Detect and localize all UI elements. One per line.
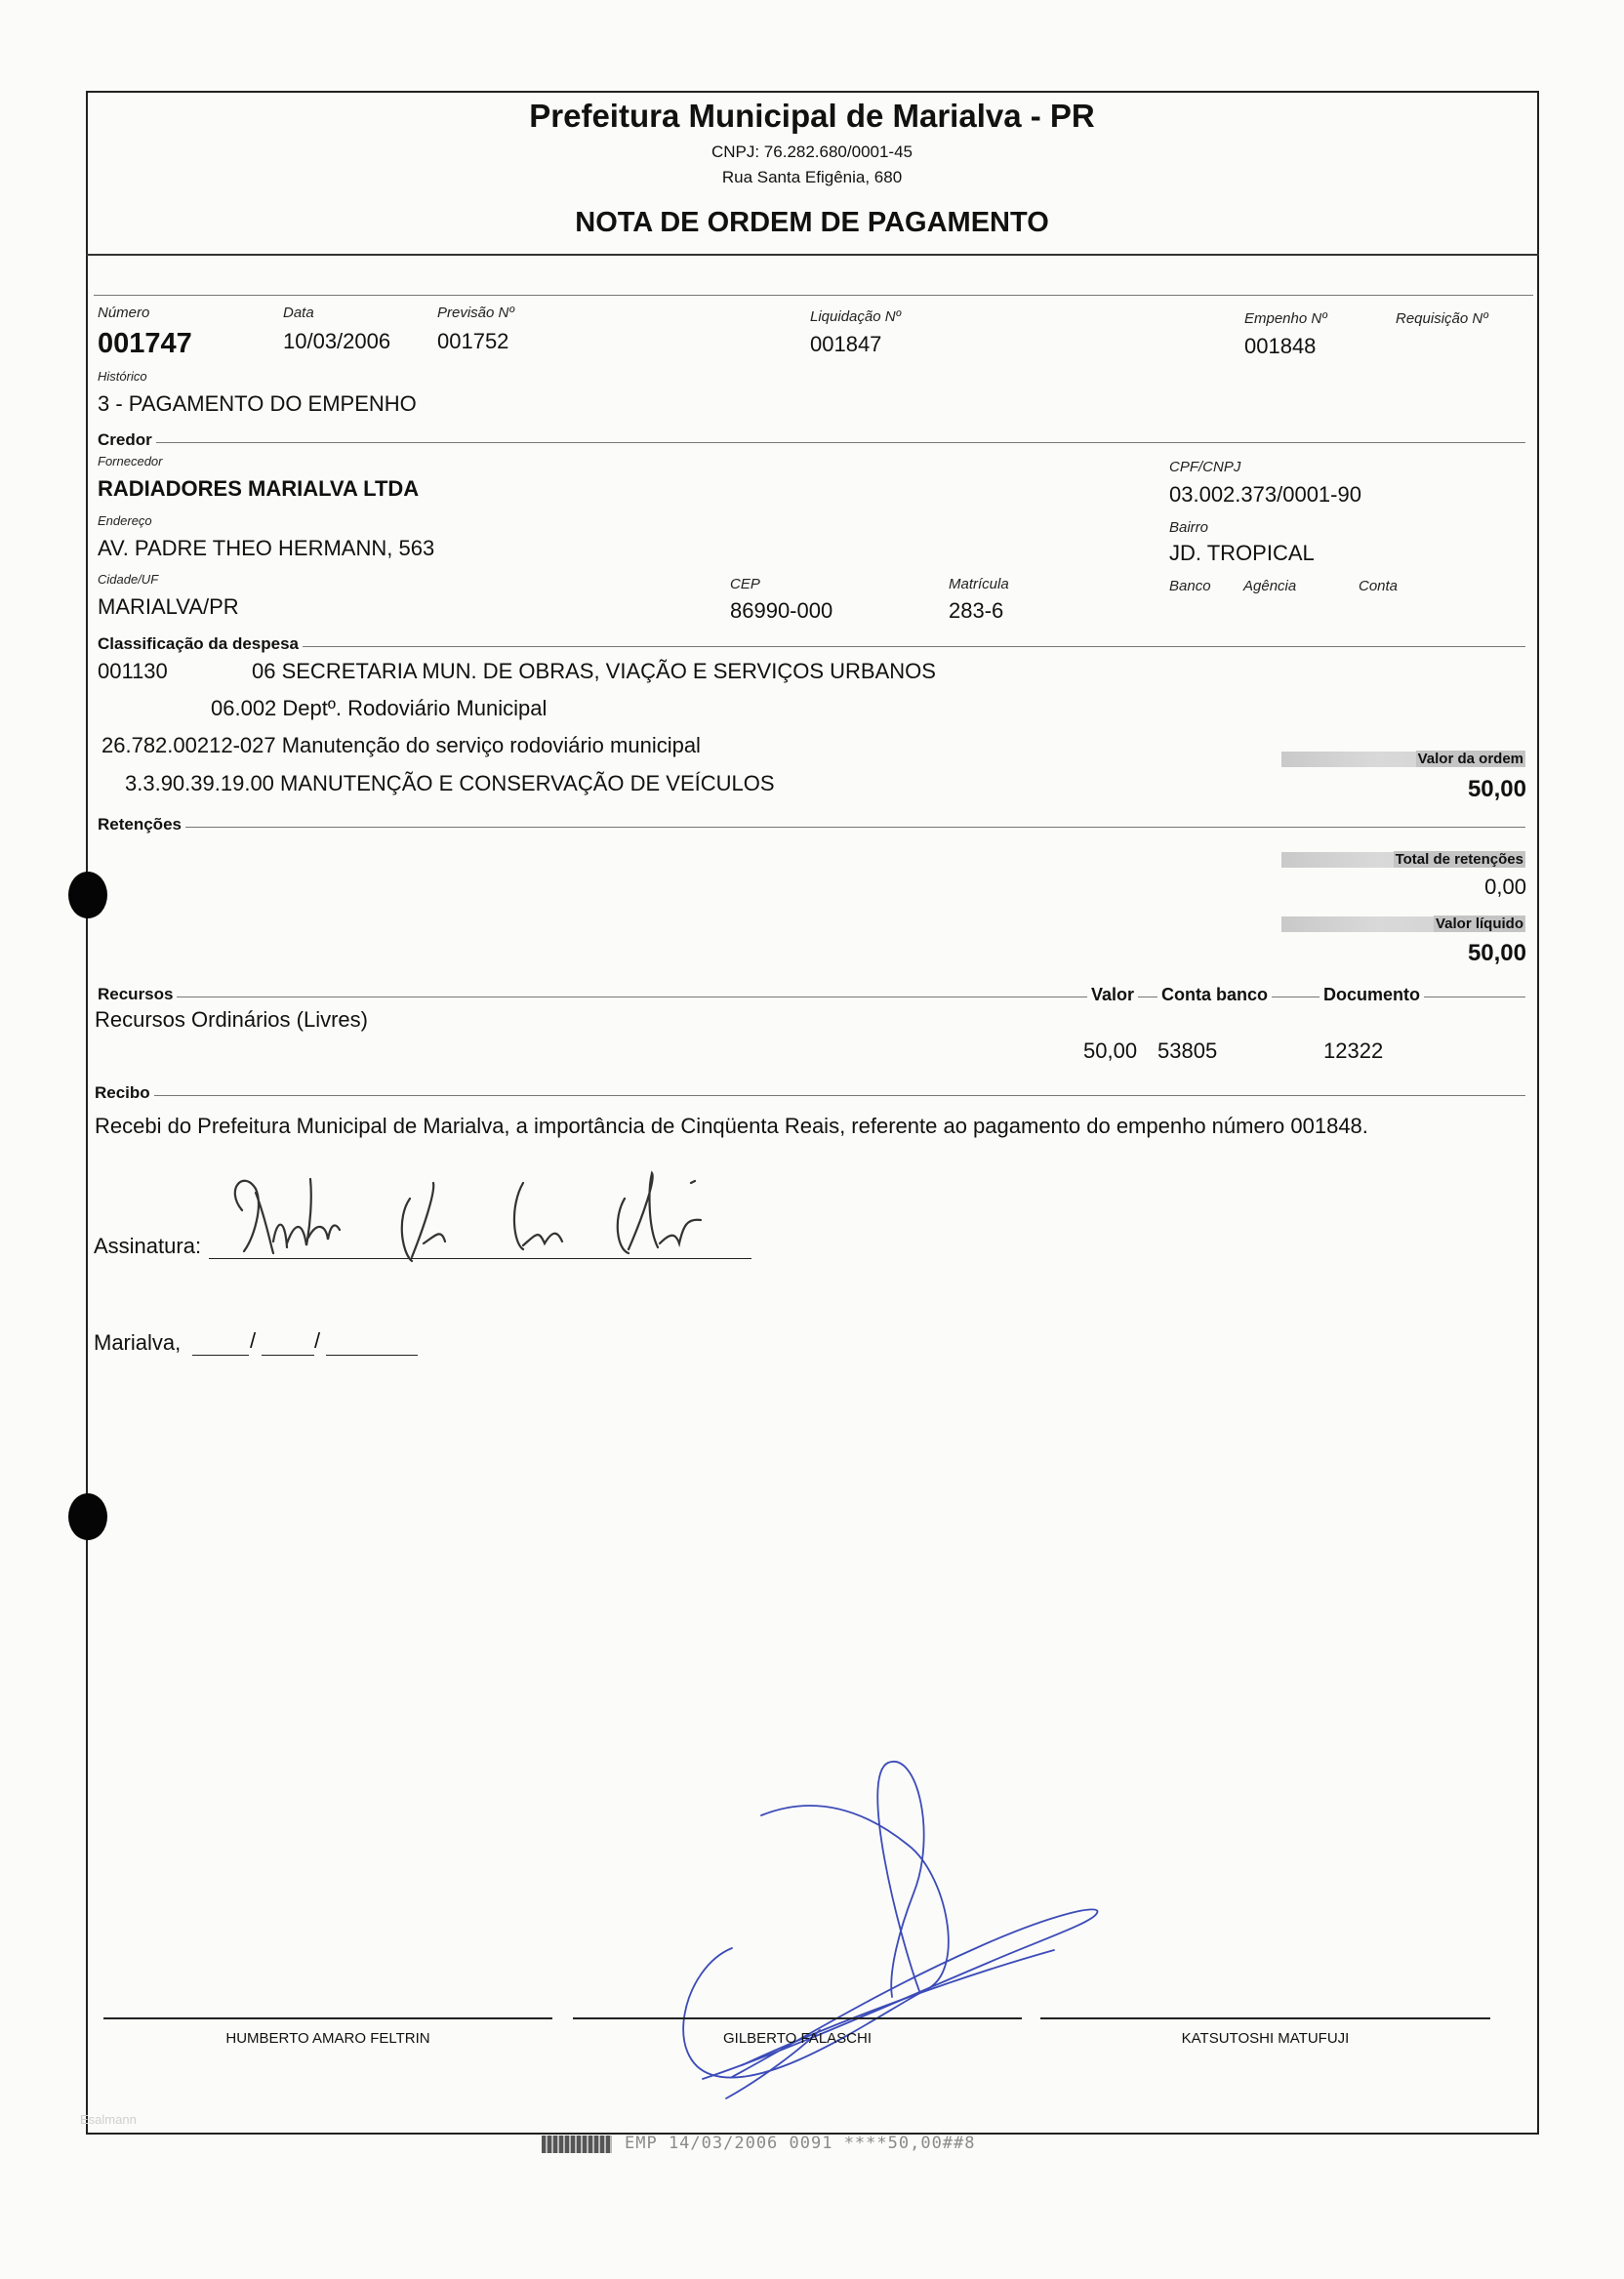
cep-label: CEP (730, 576, 760, 592)
punch-hole (68, 872, 107, 918)
signature-line-1 (103, 2017, 552, 2019)
valor-ordem-value: 50,00 (1467, 776, 1526, 802)
recibo-text: Recebi do Prefeitura Municipal de Marialva, a importância de Cinqüenta Reais, referente ao pagamento do empenho número 001848. (95, 1114, 1368, 1138)
retencoes-heading: Retenções (98, 815, 185, 834)
assinatura-label: Assinatura: (94, 1234, 202, 1258)
recursos-valor-label: Valor (1087, 985, 1138, 1005)
classificacao-line3: 26.782.00212-027 Manutenção do serviço rodoviário municipal (102, 733, 701, 757)
municipality-title: Prefeitura Municipal de Marialva - PR (529, 98, 1095, 134)
recibo-heading: Recibo (95, 1083, 154, 1103)
liquidacao-value: 001847 (810, 332, 882, 356)
blue-signature (644, 1757, 1113, 2108)
recursos-documento-label: Documento (1320, 985, 1424, 1005)
empenho-value: 001848 (1244, 334, 1317, 358)
date-slash: / (314, 1328, 321, 1353)
date-blank-day (192, 1355, 249, 1356)
classificacao-code: 001130 (98, 659, 168, 683)
liquidacao-label: Liquidação Nº (810, 308, 902, 325)
historico-label: Histórico (98, 369, 147, 384)
previsao-label: Previsão Nº (437, 305, 514, 321)
endereco-label: Endereço (98, 513, 152, 528)
matricula-value: 283-6 (949, 598, 1004, 623)
empenho-label: Empenho Nº (1244, 310, 1327, 327)
fornecedor-label: Fornecedor (98, 454, 163, 468)
header-divider-thin (94, 295, 1533, 296)
bairro-value: JD. TROPICAL (1169, 541, 1315, 565)
punch-hole (68, 1493, 107, 1540)
data-label: Data (283, 305, 314, 321)
endereco-value: AV. PADRE THEO HERMANN, 563 (98, 536, 435, 560)
signature-name-2: GILBERTO FALASCHI (723, 2030, 872, 2047)
signature-name-3: KATSUTOSHI MATUFUJI (1181, 2030, 1350, 2047)
address-line: Rua Santa Efigênia, 680 (721, 168, 903, 186)
credor-rule (98, 442, 1525, 443)
valor-liquido-label: Valor líquido (1435, 916, 1523, 932)
cnpj-line: CNPJ: 76.282.680/0001-45 (710, 142, 914, 161)
numero-value: 001747 (98, 328, 192, 359)
total-retencoes-value: 0,00 (1484, 875, 1526, 899)
numero-label: Número (98, 305, 150, 321)
conta-label: Conta (1359, 578, 1399, 594)
valor-liquido-bar (1281, 916, 1525, 932)
previsao-value: 001752 (437, 329, 509, 353)
cpf-value: 03.002.373/0001-90 (1169, 482, 1361, 507)
valor-ordem-label: Valor da ordem (1417, 751, 1523, 767)
credor-heading: Credor (98, 430, 156, 450)
cash-register-stamp: EMP 14/03/2006 0091 ****50,00##8 (625, 2134, 976, 2153)
cpf-label: CPF/CNPJ (1169, 459, 1241, 475)
header-divider (86, 254, 1539, 256)
signature-name-1: HUMBERTO AMARO FELTRIN (225, 2030, 430, 2047)
local-label: Marialva, (94, 1330, 182, 1355)
date-blank-month (262, 1355, 314, 1356)
classificacao-line4: 3.3.90.39.19.00 MANUTENÇÃO E CONSERVAÇÃO DE VEÍCULOS (125, 771, 775, 795)
banco-label: Banco (1169, 578, 1211, 594)
total-retencoes-bar (1281, 852, 1525, 868)
recursos-valor: 50,00 (1083, 1038, 1138, 1063)
date-blank-year (326, 1355, 418, 1356)
valor-ordem-bar (1281, 752, 1525, 767)
classificacao-heading: Classificação da despesa (98, 634, 303, 654)
bairro-label: Bairro (1169, 519, 1209, 536)
historico-value: 3 - PAGAMENTO DO EMPENHO (98, 391, 417, 416)
stamp-logo (542, 2136, 612, 2153)
recursos-conta-banco: 53805 (1157, 1038, 1218, 1063)
retencoes-rule (98, 827, 1525, 828)
fornecedor-value: RADIADORES MARIALVA LTDA (98, 476, 420, 501)
cidade-label: Cidade/UF (98, 572, 159, 587)
classificacao-rule (98, 646, 1525, 647)
classificacao-line1: 06 SECRETARIA MUN. DE OBRAS, VIAÇÃO E SERVIÇOS URBANOS (252, 659, 936, 683)
requisicao-label: Requisição Nº (1396, 310, 1488, 327)
date-slash: / (250, 1328, 257, 1353)
matricula-label: Matrícula (949, 576, 1009, 592)
recursos-heading: Recursos (98, 985, 177, 1004)
total-retencoes-label: Total de retenções (1395, 851, 1523, 868)
document-title: NOTA DE ORDEM DE PAGAMENTO (575, 207, 1049, 238)
valor-liquido-value: 50,00 (1467, 940, 1526, 966)
cep-value: 86990-000 (730, 598, 833, 623)
agencia-label: Agência (1243, 578, 1297, 594)
faint-mark: Esalmann (80, 2112, 137, 2127)
recursos-value: Recursos Ordinários (Livres) (95, 1007, 368, 1032)
classificacao-line2: 06.002 Deptº. Rodoviário Municipal (211, 696, 548, 720)
handwritten-signature (215, 1160, 761, 1267)
cidade-value: MARIALVA/PR (98, 594, 239, 619)
signature-line-2 (573, 2017, 1022, 2019)
recursos-conta-label: Conta banco (1157, 985, 1272, 1005)
data-value: 10/03/2006 (283, 329, 391, 353)
signature-line-3 (1040, 2017, 1490, 2019)
recibo-rule (98, 1095, 1525, 1096)
recursos-documento: 12322 (1323, 1038, 1384, 1063)
